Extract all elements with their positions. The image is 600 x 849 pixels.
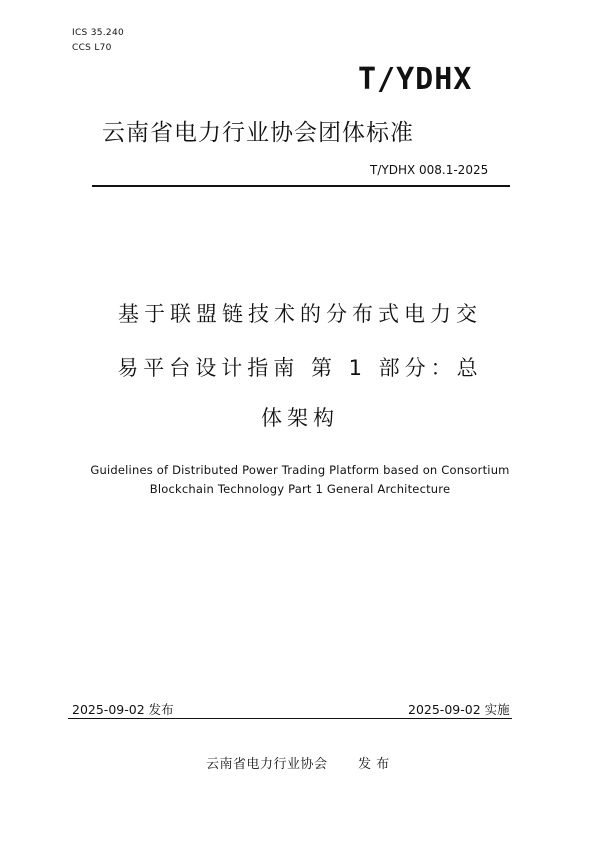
title-zh-line-1: 基于联盟链技术的分布式电力交 xyxy=(118,302,482,326)
footer-divider xyxy=(68,718,512,719)
publish-label: 发 布 xyxy=(358,757,390,772)
publisher-name: 云南省电力行业协会 xyxy=(206,757,328,772)
title-en-line-1: Guidelines of Distributed Power Trading Platform based on Consortium xyxy=(90,463,510,477)
header-divider xyxy=(92,185,510,187)
standard-number: T/YDHX 008.1-2025 xyxy=(370,163,489,177)
standard-code: T/YDHX xyxy=(358,62,473,97)
release-date: 2025-09-02 发布 xyxy=(72,702,174,717)
title-zh-line-3: 体架构 xyxy=(261,406,339,430)
ics-code: ICS 35.240 xyxy=(72,28,125,38)
organization-title: 云南省电力行业协会团体标准 xyxy=(102,120,414,146)
ccs-code: CCS L70 xyxy=(72,43,112,53)
implementation-date: 2025-09-02 实施 xyxy=(408,702,510,717)
title-en-line-2: Blockchain Technology Part 1 General Architecture xyxy=(149,482,451,496)
title-zh-line-2: 易平台设计指南 第 1 部分：总 xyxy=(117,356,483,380)
